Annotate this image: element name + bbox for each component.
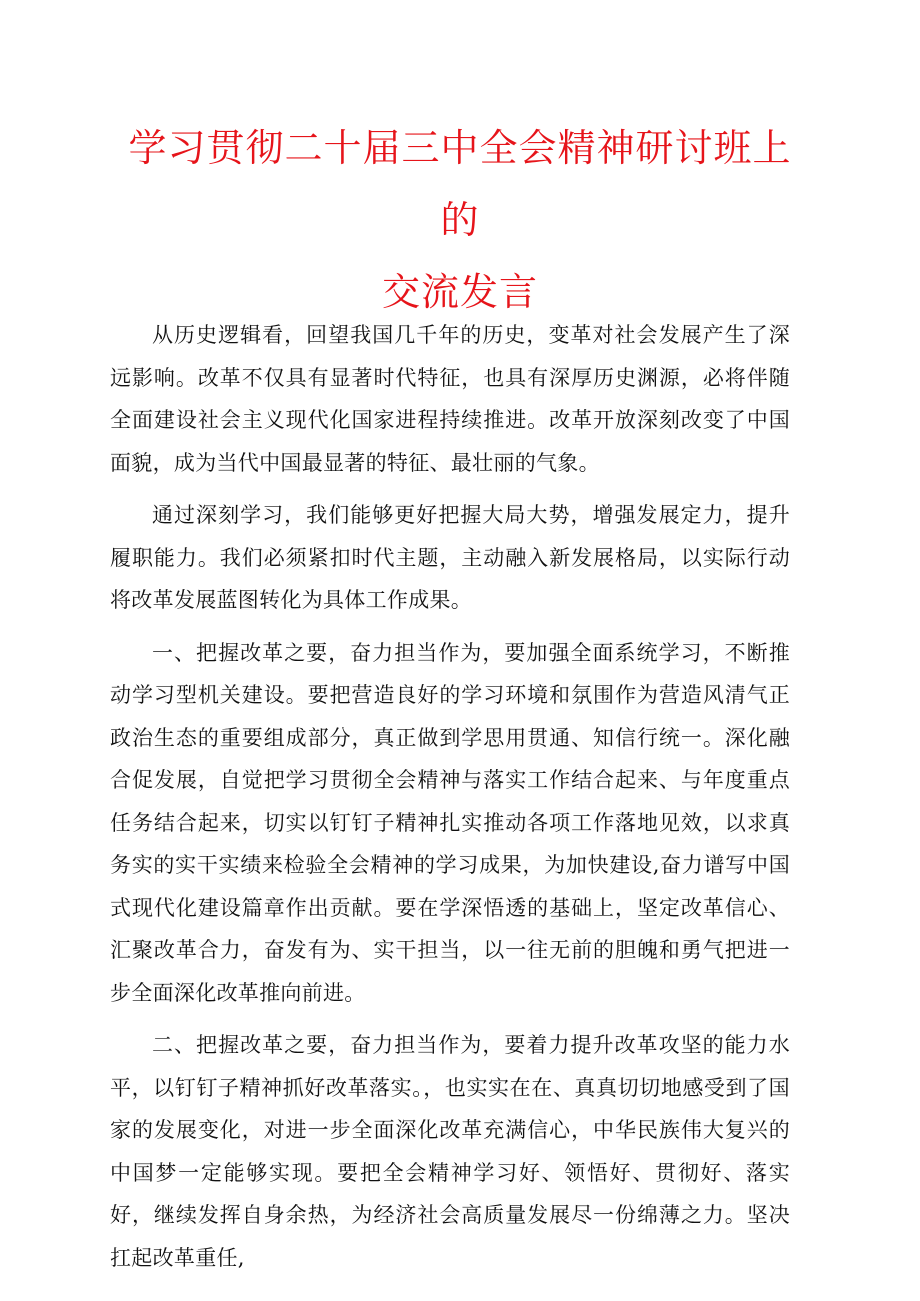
- title-line-2: 交流发言: [381, 270, 538, 314]
- document-title: [110, 112, 810, 328]
- document-body: [110, 314, 790, 1289]
- paragraph-1: 从历史逻辑看，回望我国几千年的历史，变革对社会发展产生了深远影响。改革不仅具有显著时代特征，也具有深厚历史渊源，必将伴随全面建设社会主义现代化国家进程持续推进。改革开放深刻改变了中国面貌，成为当代中国最显著的特征、最壮丽的气象。: [110, 323, 790, 475]
- title-line-1: 学习贯彻二十届三中全会精神研讨班上的: [128, 126, 792, 242]
- paragraph-4: 二、把握改革之要，奋力担当作为，要着力提升改革攻坚的能力水平，以钉钉子精神抓好改革落实。，也实实在在、真真切切地感受到了国家的发展变化，对进一步全面深化改革充满信心，中华民族伟大复兴的中国梦一定能够实现。要把全会精神学习好、领悟好、贯彻好、落实好，继续发挥自身余热，为经济社会高质量发展尽一份绵薄之力。坚决扛起改革重任,: [110, 1033, 790, 1270]
- paragraph-2: 通过深刻学习，我们能够更好把握大局大势，增强发展定力，提升履职能力。我们必须紧扣时代主题，主动融入新发展格局，以实际行动将改革发展蓝图转化为具体工作成果。: [110, 503, 790, 612]
- paragraph-3: 一、把握改革之要，奋力担当作为，要加强全面系统学习，不断推动学习型机关建设。要把营造良好的学习环境和氛围作为营造风清气正政治生态的重要组成部分，真正做到学思用贯通、知信行统一。深化融合促发展，自觉把学习贯彻全会精神与落实工作结合起来、与年度重点任务结合起来，切实以钉钉子精神扎实推动各项工作落地见效，以求真务实的实干实绩来检验全会精神的学习成果，为加快建设,奋力谱写中国式现代化建设篇章作出贡献。要在学深悟透的基础上，坚定改革信心、汇聚改革合力，奋发有为、实干担当，以一往无前的胆魄和勇气把进一步全面深化改革推向前进。: [110, 640, 790, 1005]
